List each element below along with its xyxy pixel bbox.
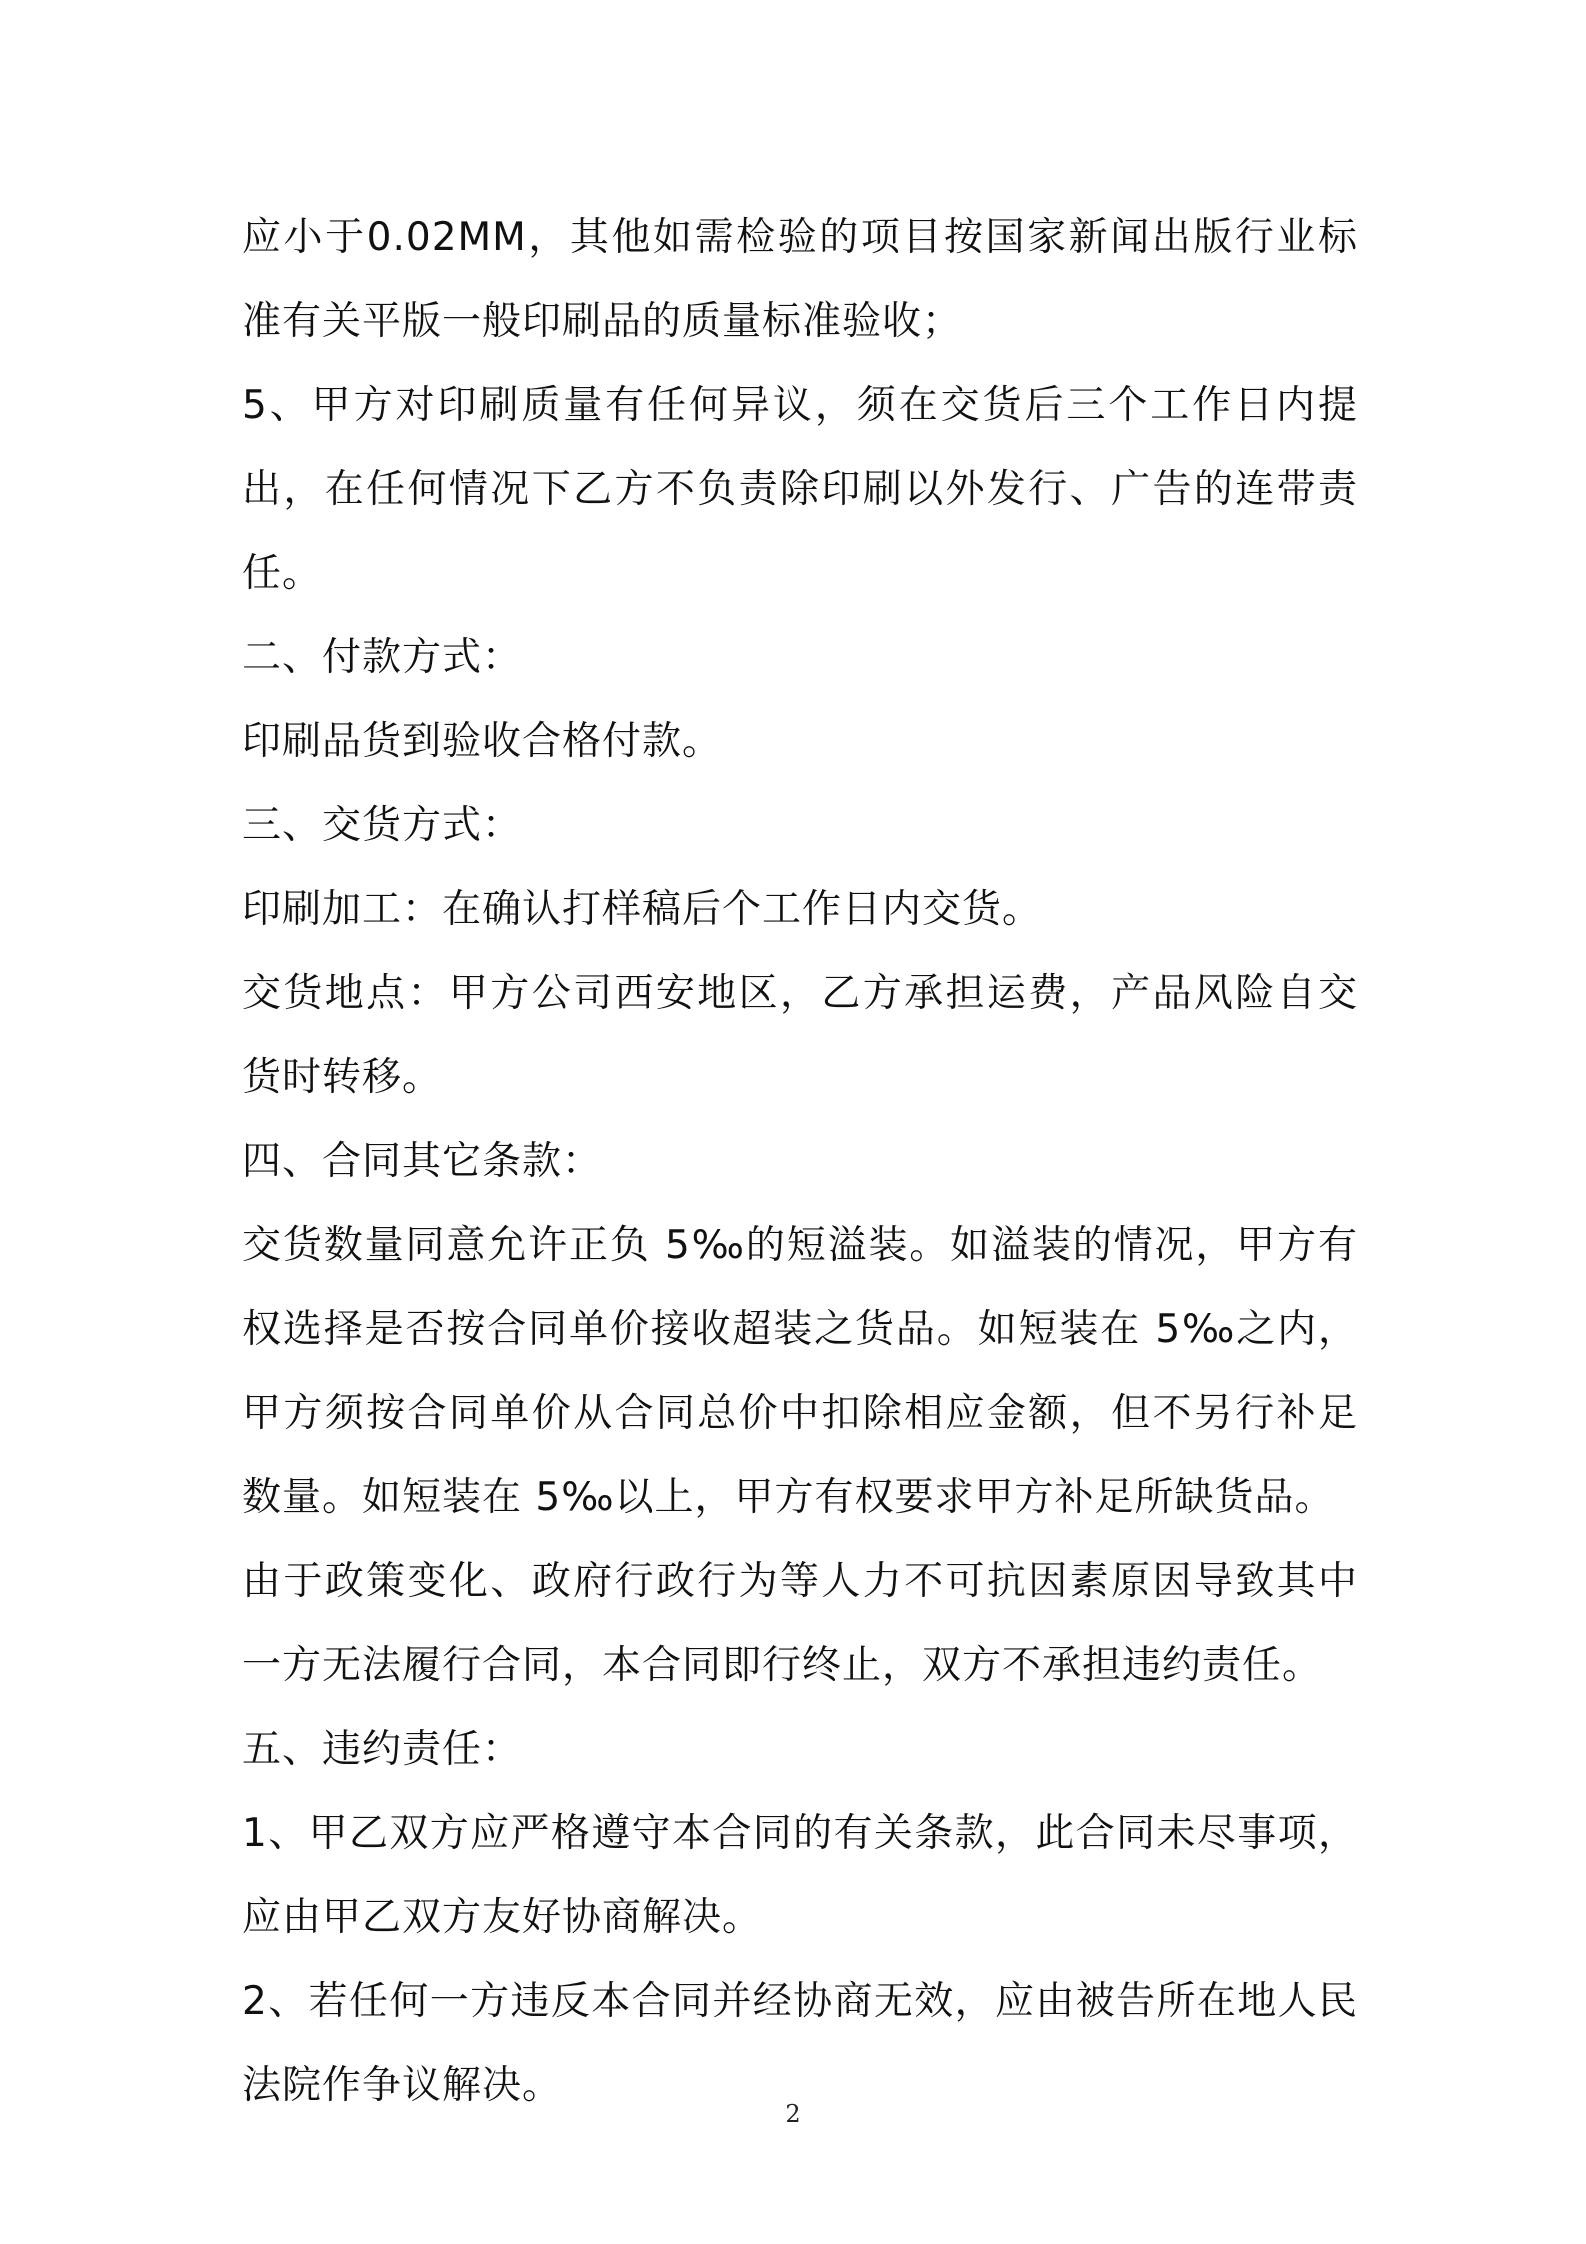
page-number: 2 bbox=[785, 2100, 801, 2128]
heading-liability: 五、违约责任： bbox=[242, 1727, 523, 1772]
paragraph-print-processing: 印刷加工：在确认打样稿后个工作日内交货。 bbox=[242, 887, 1043, 932]
heading-other-terms: 四、合同其它条款： bbox=[242, 1139, 603, 1184]
document-body bbox=[242, 196, 1358, 2128]
heading-delivery-method: 三、交货方式： bbox=[242, 803, 523, 848]
paragraph-liability-2: 2、若任何一方违反本合同并经协商无效，应由被告所在地人民法院作争议解决。 bbox=[242, 1979, 1358, 2108]
paragraph-force-majeure: 由于政策变化、政府行政行为等人力不可抗因素原因导致其中一方无法履行合同，本合同即行终止，双方不承担违约责任。 bbox=[242, 1559, 1358, 1688]
paragraph-quality-standard: 应小于0.02MM，其他如需检验的项目按国家新闻出版行业标准有关平版一般印刷品的质量标准验收； bbox=[242, 215, 1358, 344]
paragraph-quantity-tolerance: 交货数量同意允许正负 5‰的短溢装。如溢装的情况，甲方有权选择是否按合同单价接收超装之货品。如短装在 5‰之内，甲方须按合同单价从合同总价中扣除相应金额，但不另行补足数量。如短装在 5‰以上，甲方有权要求甲方补足所缺货品。 bbox=[242, 1223, 1358, 1520]
paragraph-delivery-location: 交货地点：甲方公司西安地区，乙方承担运费，产品风险自交货时转移。 bbox=[242, 971, 1358, 1100]
heading-payment-method: 二、付款方式： bbox=[242, 635, 523, 680]
paragraph-payment: 印刷品货到验收合格付款。 bbox=[242, 719, 723, 764]
paragraph-liability-1: 1、甲乙双方应严格遵守本合同的有关条款，此合同未尽事项，应由甲乙双方友好协商解决。 bbox=[242, 1811, 1358, 1940]
paragraph-quality-objection: 5、甲方对印刷质量有任何异议，须在交货后三个工作日内提出，在任何情况下乙方不负责除印刷以外发行、广告的连带责任。 bbox=[242, 383, 1358, 596]
